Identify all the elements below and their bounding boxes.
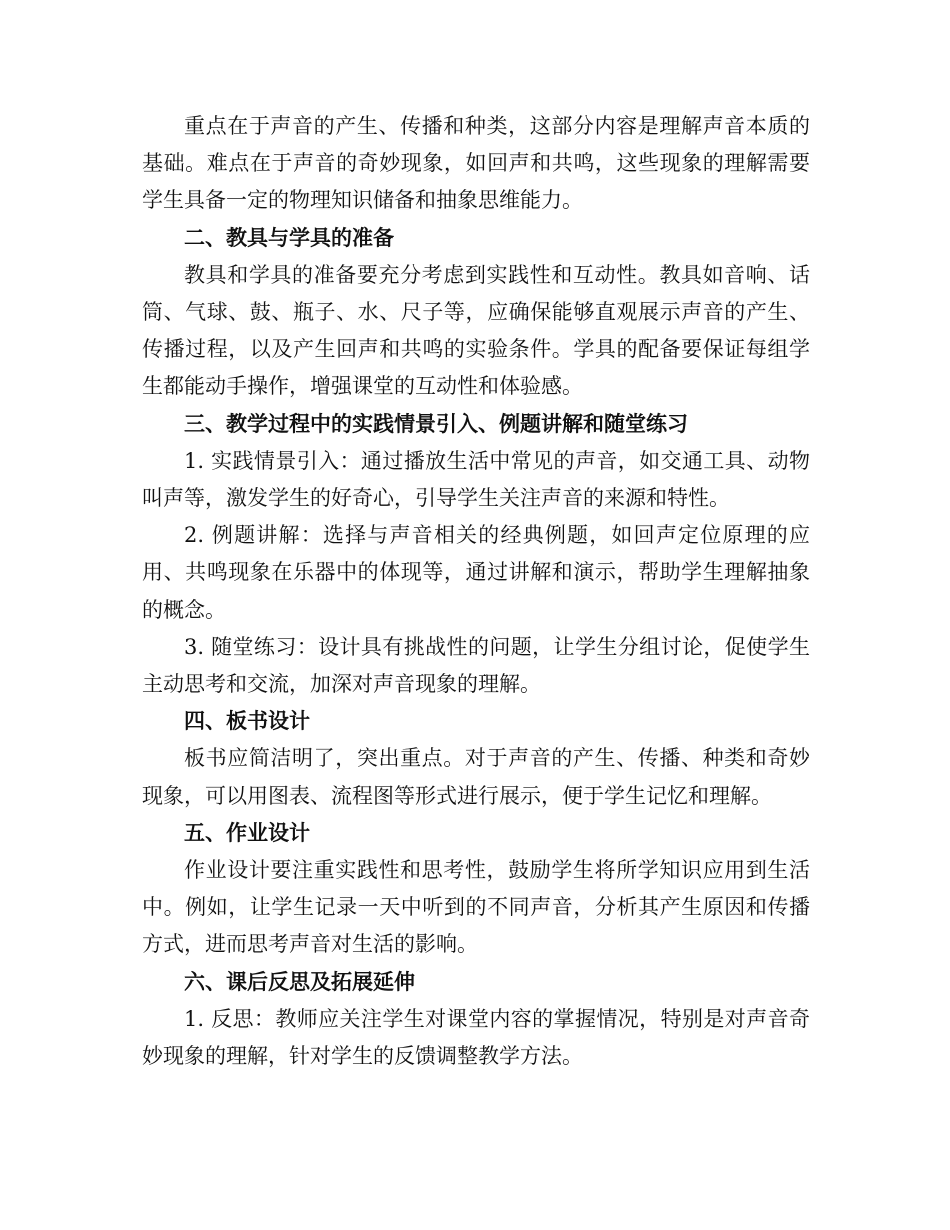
paragraph-homework-design: 作业设计要注重实践性和思考性，鼓励学生将所学知识应用到生活中。例如，让学生记录一天中听到的不同声音，分析其产生原因和传播方式，进而思考声音对生活的影响。	[142, 858, 810, 957]
paragraph-example-explanation: 2. 例题讲解：选择与声音相关的经典例题，如回声定位原理的应用、共鸣现象在乐器中的体现等，通过讲解和演示，帮助学生理解抽象的概念。	[142, 523, 810, 622]
section-heading-reflection: 六、课后反思及拓展延伸	[184, 969, 415, 994]
paragraph-key-points: 重点在于声音的产生、传播和种类，这部分内容是理解声音本质的基础。难点在于声音的奇妙现象，如回声和共鸣，这些现象的理解需要学生具备一定的物理知识储备和抽象思维能力。	[142, 114, 810, 213]
section-heading-homework-design: 五、作业设计	[184, 820, 310, 845]
section-heading-teaching-aids: 二、教具与学具的准备	[184, 225, 394, 250]
paragraph-teaching-aids: 教具和学具的准备要充分考虑到实践性和互动性。教具如音响、话筒、气球、鼓、瓶子、水、尺子等，应确保能够直观展示声音的产生、传播过程，以及产生回声和共鸣的实验条件。学具的配备要保证每组学生都能动手操作，增强课堂的互动性和体验感。	[142, 262, 810, 399]
paragraph-in-class-exercise: 3. 随堂练习：设计具有挑战性的问题，让学生分组讨论，促使学生主动思考和交流，加深对声音现象的理解。	[142, 634, 810, 697]
paragraph-practice-intro: 1. 实践情景引入：通过播放生活中常见的声音，如交通工具、动物叫声等，激发学生的好奇心，引导学生关注声音的来源和特性。	[142, 448, 810, 511]
paragraph-blackboard-design: 板书应简洁明了，突出重点。对于声音的产生、传播、种类和奇妙现象，可以用图表、流程图等形式进行展示，便于学生记忆和理解。	[142, 746, 810, 808]
section-heading-blackboard-design: 四、板书设计	[184, 709, 310, 734]
section-heading-teaching-process: 三、教学过程中的实践情景引入、例题讲解和随堂练习	[184, 411, 688, 436]
document-page	[142, 108, 810, 1075]
paragraph-reflection: 1. 反思：教师应关注学生对课堂内容的掌握情况，特别是对声音奇妙现象的理解，针对学生的反馈调整教学方法。	[142, 1006, 810, 1069]
